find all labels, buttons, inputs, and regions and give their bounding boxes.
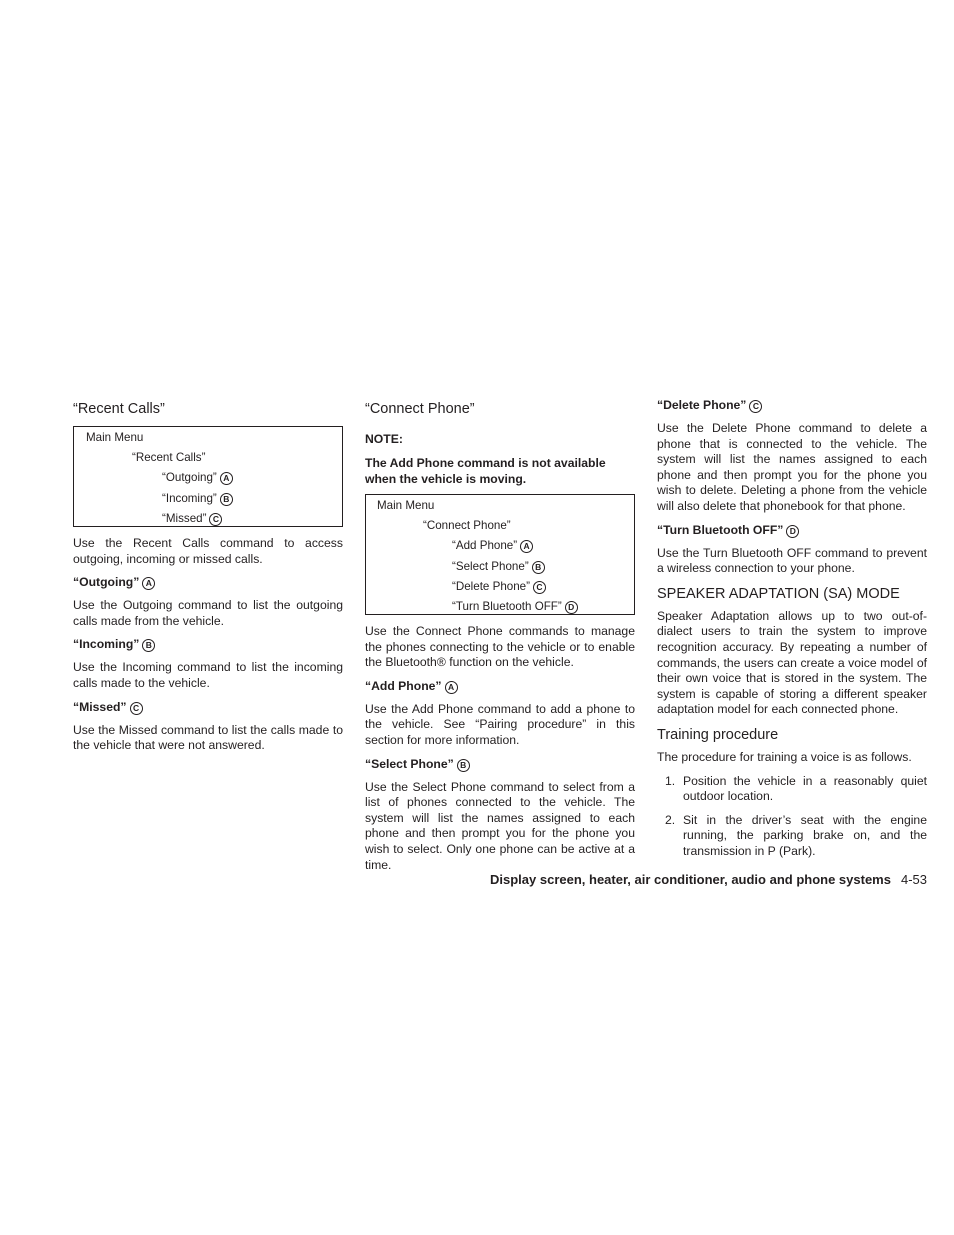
menu-root: Main Menu — [377, 499, 435, 512]
badge-b-icon: B — [220, 493, 233, 506]
recent-calls-heading: “Recent Calls” — [73, 401, 165, 417]
step-number: 2. — [665, 812, 676, 827]
delete-phone-text: Use the Delete Phone command to delete a phone that is connected to the vehicle. The system will list the names assigned to each phone and then prompt you for the phone you wish to delete. Deleting a phone from the vehicle will also delete that phonebook for that phone. — [657, 421, 927, 513]
connect-phone-menu-tree — [365, 494, 635, 615]
menu-item-select-phone — [366, 557, 634, 577]
page-number: 4-53 — [900, 872, 927, 887]
recent-calls-intro: Use the Recent Calls command to access outgoing, incoming or missed calls. — [73, 536, 343, 566]
sa-mode-text: Speaker Adaptation allows up to two out-of-dialect users to train the system to improve recognition accuracy. By repeating a number of commands, the users can create a voice model of their own voice that is stored in the system. The system is capable of storing a different speaker adaptation model for each connected phone. — [657, 608, 927, 717]
badge-a-icon: A — [220, 472, 233, 485]
training-procedure-heading: Training procedure — [657, 726, 779, 743]
missed-title — [73, 700, 343, 715]
list-item — [657, 813, 927, 860]
menu-item-label: “Turn Bluetooth OFF” — [452, 600, 562, 614]
menu-item-delete-phone — [366, 577, 634, 597]
menu-item-outgoing — [74, 468, 342, 488]
training-steps-list — [657, 774, 927, 860]
outgoing-text: Use the Outgoing command to list the outgoing calls made from the vehicle. — [73, 598, 343, 628]
section-title-text: “Select Phone” — [365, 756, 454, 771]
badge-b-icon: B — [457, 759, 470, 772]
menu-sub: “Recent Calls” — [132, 451, 206, 465]
menu-item-label: “Select Phone” — [452, 559, 529, 573]
delete-phone-title — [657, 398, 927, 413]
sa-mode-heading: SPEAKER ADAPTATION (SA) MODE — [657, 585, 900, 602]
column-recent-calls — [73, 400, 343, 762]
menu-item-label: “Outgoing” — [162, 471, 217, 485]
column-connect-phone — [365, 400, 635, 881]
menu-item-label: “Add Phone” — [452, 539, 518, 553]
missed-text: Use the Missed command to list the calls made to the vehicle that were not answered. — [73, 722, 343, 753]
menu-root: Main Menu — [86, 431, 144, 444]
badge-c-icon: C — [749, 400, 762, 413]
section-title-text: “Add Phone” — [365, 678, 442, 693]
section-title-text: “Delete Phone” — [657, 398, 747, 412]
section-title-text: “Incoming” — [73, 637, 140, 652]
menu-sub: “Connect Phone” — [423, 519, 511, 533]
incoming-text: Use the Incoming command to list the incoming calls made to the vehicle. — [73, 660, 343, 690]
select-phone-title — [365, 757, 635, 772]
menu-item-add-phone — [366, 536, 634, 556]
badge-c-icon: C — [533, 581, 546, 594]
connect-phone-intro: Use the Connect Phone commands to manage the phones connecting to the vehicle or to enable the Bluetooth® function on the vehicle. — [365, 624, 635, 670]
badge-a-icon: A — [520, 540, 533, 553]
select-phone-text: Use the Select Phone command to select from a list of phones connected to the vehicle. The system will list the names assigned to each phone and then prompt you for the phone you wish to select. Only one phone can be active at a time. — [365, 779, 635, 872]
menu-item-incoming — [74, 489, 342, 509]
badge-b-icon: B — [142, 639, 155, 652]
turn-bluetooth-off-title — [657, 523, 927, 538]
badge-d-icon: D — [786, 525, 799, 538]
add-phone-text: Use the Add Phone command to add a phone to the vehicle. See “Pairing procedure” in this section for more information. — [365, 701, 635, 747]
section-title-text: “Missed” — [73, 699, 127, 714]
step-number: 1. — [665, 773, 676, 788]
page-footer — [490, 872, 927, 887]
menu-item-label: “Delete Phone” — [452, 579, 530, 593]
note-label: NOTE: — [365, 432, 403, 446]
footer-section-title: Display screen, heater, air conditioner, audio and phone systems — [490, 872, 891, 887]
section-title-text: “Outgoing” — [73, 575, 140, 590]
menu-item-label: “Missed” — [162, 511, 207, 525]
badge-b-icon: B — [532, 561, 545, 574]
badge-c-icon: C — [209, 513, 222, 526]
section-title-text: “Turn Bluetooth OFF” — [657, 522, 784, 537]
recent-calls-menu-tree — [73, 426, 343, 527]
column-delete-phone-and-sa-mode — [657, 398, 927, 867]
outgoing-title — [73, 575, 343, 590]
step-text: Position the vehicle in a reasonably quiet outdoor location. — [683, 773, 927, 804]
menu-item-label: “Incoming” — [162, 491, 217, 505]
turn-bluetooth-off-text: Use the Turn Bluetooth OFF command to prevent a wireless connection to your phone. — [657, 545, 927, 576]
add-phone-title — [365, 679, 635, 694]
connect-phone-heading: “Connect Phone” — [365, 401, 475, 417]
badge-c-icon: C — [130, 702, 143, 715]
badge-a-icon: A — [445, 681, 458, 694]
note-text: The Add Phone command is not available when the vehicle is moving. — [365, 456, 606, 486]
badge-a-icon: A — [142, 577, 155, 590]
menu-item-turn-bluetooth-off — [366, 597, 634, 617]
training-intro: The procedure for training a voice is as follows. — [657, 749, 912, 764]
menu-item-missed — [74, 509, 342, 529]
step-text: Sit in the driver’s seat with the engine running, the parking brake on, and the transmission in P (Park). — [683, 812, 927, 858]
list-item — [657, 774, 927, 805]
badge-d-icon: D — [565, 601, 578, 614]
incoming-title — [73, 637, 343, 652]
